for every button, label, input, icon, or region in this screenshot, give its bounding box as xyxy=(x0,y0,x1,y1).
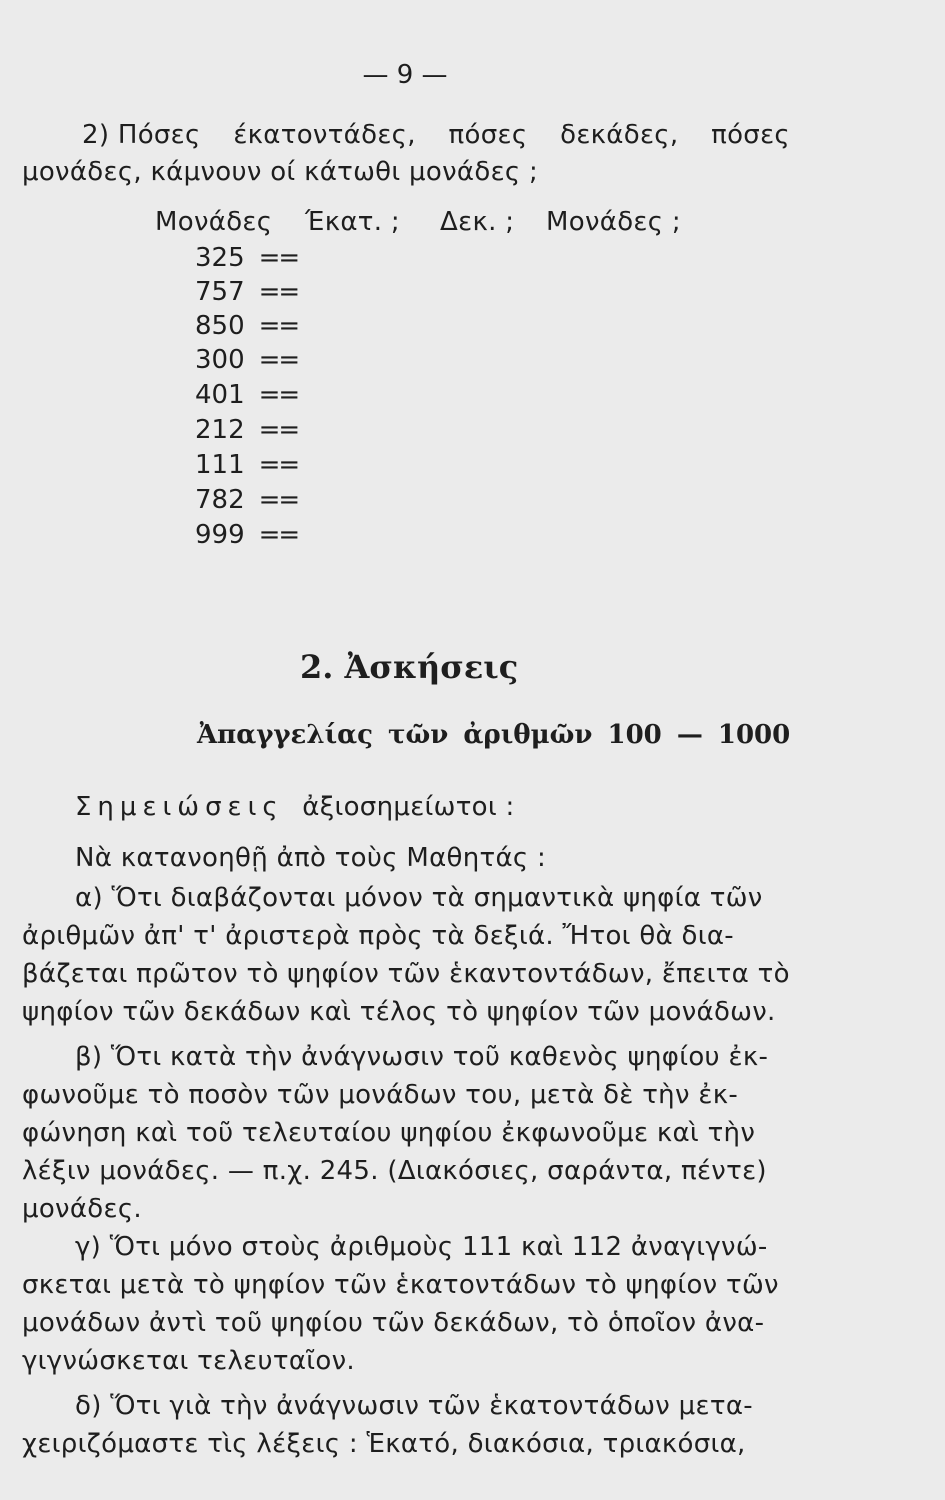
header-hundreds: Έκατ. ; xyxy=(305,207,400,237)
notes-intro: Νὰ κατανοηθῇ ἀπὸ τοὺς Μαθητάς : xyxy=(75,843,547,873)
number-row xyxy=(195,345,298,375)
question-word: έκατοντάδες, xyxy=(233,120,416,150)
note-a-line: ψηφίον τῶν δεκάδων καὶ τέλος τὸ ψηφίον τῶν μονάδων. xyxy=(22,997,776,1027)
equals-sign: == xyxy=(258,311,299,341)
question-word: δεκάδες, xyxy=(560,120,679,150)
note-c-line: σκεται μετὰ τὸ ψηφίον τῶν ἑκατοντάδων τὸ ψηφίον τῶν xyxy=(22,1270,779,1300)
number-value: 300 xyxy=(195,345,245,375)
notes-label-rest: ἀξιοσημείωτοι : xyxy=(302,792,515,822)
equals-sign: == xyxy=(258,277,299,307)
equals-sign: == xyxy=(258,485,299,515)
header-tens: Δεκ. ; xyxy=(440,207,515,237)
number-value: 401 xyxy=(195,380,245,410)
note-c-line: γ) Ὅτι μόνο στοὺς ἀριθμοὺς 111 καὶ 112 ἀναγιγνώ- xyxy=(75,1232,768,1262)
note-b-line: μονάδες. xyxy=(22,1194,142,1224)
number-row xyxy=(195,243,298,273)
note-a-line: α) Ὅτι διαβάζονται μόνον τὰ σημαντικὰ ψηφία τῶν xyxy=(75,883,763,913)
number-value: 850 xyxy=(195,311,245,341)
number-value: 757 xyxy=(195,277,245,307)
number-value: 325 xyxy=(195,243,245,273)
number-row xyxy=(195,450,298,480)
equals-sign: == xyxy=(258,380,299,410)
equals-sign: == xyxy=(258,450,299,480)
question-word: πόσες xyxy=(711,120,790,150)
notes-heading xyxy=(75,792,515,822)
note-b-line: φωνοῦμε τὸ ποσὸν τῶν μονάδων του, μετὰ δὲ τὴν ἐκ- xyxy=(22,1080,739,1110)
question-word: πόσες xyxy=(448,120,528,150)
note-d-line: δ) Ὅτι γιὰ τὴν ἀνάγνωσιν τῶν ἑκατοντάδων μετα- xyxy=(75,1391,753,1421)
number-row xyxy=(195,311,298,341)
note-a-line: ἀριθμῶν ἀπ' τ' ἀριστερὰ πρὸς τὰ δεξιά. Ἤτοι θὰ δια- xyxy=(22,921,734,951)
equals-sign: == xyxy=(258,345,299,375)
number-value: 999 xyxy=(195,520,245,550)
number-row xyxy=(195,485,298,515)
question-line-2: μονάδες, κάμνουν οί κάτωθι μονάδες ; xyxy=(22,157,539,187)
equals-sign: == xyxy=(258,243,299,273)
notes-label: Σημειώσεις xyxy=(75,792,284,822)
note-b-line: β) Ὅτι κατὰ τὴν ἀνάγνωσιν τοῦ καθενὸς ψηφίου ἐκ- xyxy=(75,1042,769,1072)
note-d-line: χειριζόμαστε τὶς λέξεις : Ἑκατό, διακόσια, τριακόσια, xyxy=(22,1429,746,1459)
number-row xyxy=(195,415,298,445)
section-subtitle: Ἀπαγγελίας τῶν ἀριθμῶν 100 — 1000 xyxy=(197,720,791,750)
number-value: 111 xyxy=(195,450,245,480)
note-b-line: λέξιν μονάδες. — π.χ. 245. (Διακόσιες, σαράντα, πέντε) xyxy=(22,1156,767,1186)
note-a-line: βάζεται πρῶτον τὸ ψηφίον τῶν ἑκαντοντάδων, ἔπειτα τὸ xyxy=(22,959,790,989)
number-value: 782 xyxy=(195,485,245,515)
number-row xyxy=(195,380,298,410)
section-title: 2. Ἀσκήσεις xyxy=(300,648,519,686)
page-number: — 9 — xyxy=(362,60,448,90)
equals-sign: == xyxy=(258,520,299,550)
question-word: 2) Πόσες xyxy=(82,120,201,150)
equals-sign: == xyxy=(258,415,299,445)
header-units: Μονάδες xyxy=(155,207,273,237)
number-value: 212 xyxy=(195,415,245,445)
note-c-line: μονάδων ἀντὶ τοῦ ψηφίου τῶν δεκάδων, τὸ ὁποῖον ἀνα- xyxy=(22,1308,765,1338)
header-units-result: Μονάδες ; xyxy=(546,207,681,237)
number-row xyxy=(195,520,298,550)
note-b-line: φώνηση καὶ τοῦ τελευταίου ψηφίου ἐκφωνοῦμε καὶ τὴν xyxy=(22,1118,756,1148)
note-c-line: γιγνώσκεται τελευταῖον. xyxy=(22,1346,355,1376)
number-row xyxy=(195,277,298,307)
question-line-1 xyxy=(82,120,790,150)
